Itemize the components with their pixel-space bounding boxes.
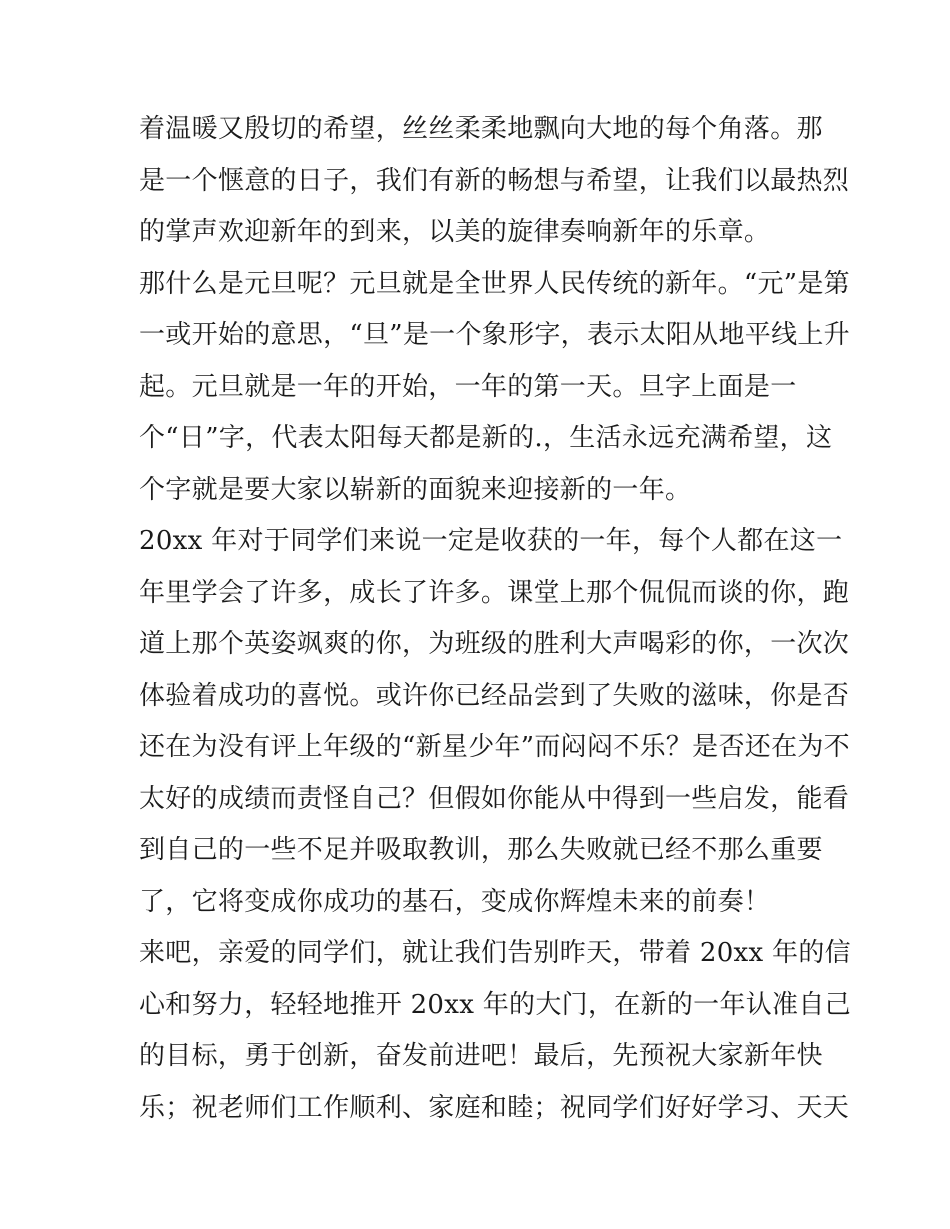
text-line: 起。元旦就是一年的开始，一年的第一天。旦字上面是一 — [139, 371, 797, 402]
text-line: 体验着成功的喜悦。或许你已经品尝到了失败的滋味，你是否 — [139, 680, 850, 711]
text-line: 个“日”字，代表太阳每天都是新的.，生活永远充满希望，这 — [139, 423, 833, 453]
text-line: 年里学会了许多，成长了许多。课堂上那个侃侃而谈的你，跑 — [139, 577, 850, 608]
text-line: 乐；祝老师们工作顺利、家庭和睦；祝同学们好好学习、天天 — [139, 1092, 850, 1123]
text-line: 还在为没有评上年级的“新星少年”而闷闷不乐？是否还在为不 — [139, 732, 850, 762]
text-line: 个字就是要大家以崭新的面貌来迎接新的一年。 — [139, 474, 692, 505]
text-line: 来吧，亲爱的同学们，就让我们告别昨天，带着 20xx 年的信 — [139, 938, 851, 968]
text-line: 的目标，勇于创新，奋发前进吧！最后，先预祝大家新年快 — [139, 1041, 823, 1071]
text-line: 道上那个英姿飒爽的你，为班级的胜利大声喝彩的你，一次次 — [139, 629, 850, 659]
text-line: 20xx 年对于同学们来说一定是收获的一年，每个人都在这一 — [139, 526, 843, 556]
text-line: 着温暖又殷切的希望，丝丝柔柔地飘向大地的每个角落。那 — [139, 114, 823, 144]
text-line: 心和努力，轻轻地推开 20xx 年的大门，在新的一年认准自己 — [139, 989, 851, 1020]
text-line: 一或开始的意思，“旦”是一个象形字，表示太阳从地平线上升 — [139, 320, 850, 350]
text-line: 那什么是元旦呢？元旦就是全世界人民传统的新年。“元”是第 — [139, 268, 850, 299]
text-line: 太好的成绩而责怪自己？但假如你能从中得到一些启发，能看 — [139, 783, 850, 814]
text-line: 是一个惬意的日子，我们有新的畅想与希望，让我们以最热烈 — [139, 165, 850, 196]
text-line: 的掌声欢迎新年的到来，以美的旋律奏响新年的乐章。 — [139, 217, 771, 247]
text-line: 了，它将变成你成功的基石，变成你辉煌未来的前奏！ — [139, 886, 771, 917]
text-line: 到自己的一些不足并吸取教训，那么失败就已经不那么重要 — [139, 835, 823, 865]
speech-text — [139, 104, 851, 1134]
